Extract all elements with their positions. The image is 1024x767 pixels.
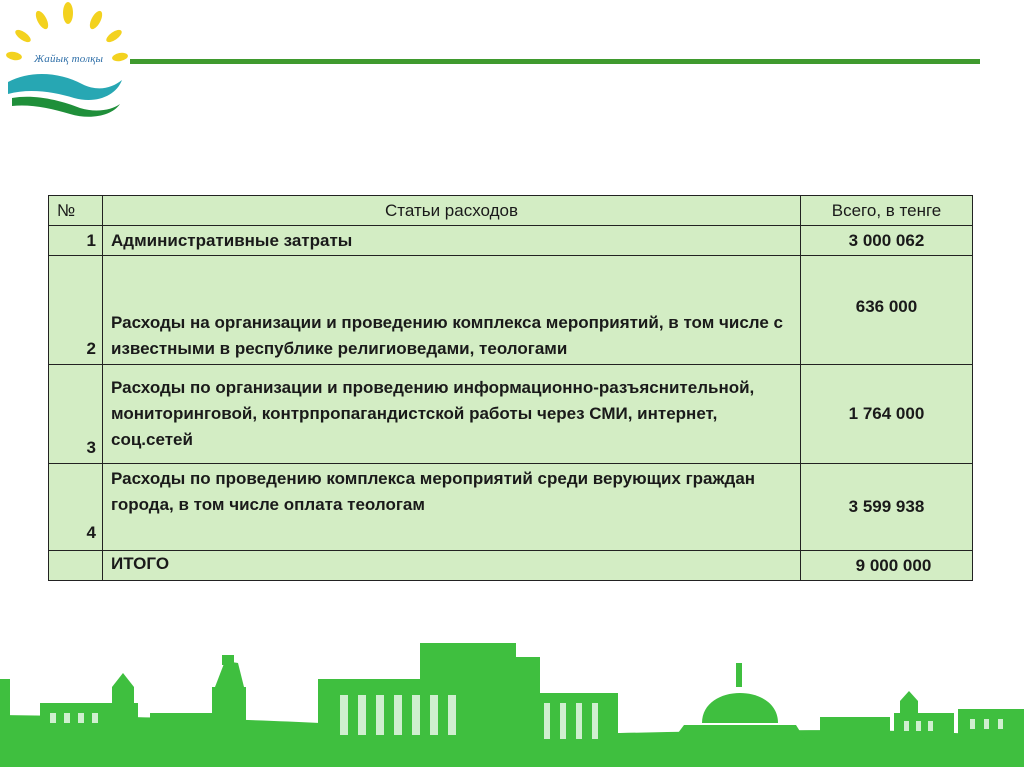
table-total-row: [49, 551, 973, 581]
budget-table: [48, 195, 973, 581]
table-row: [49, 256, 973, 365]
row-item: Расходы на организации и проведению комплекса мероприятий, в том числе с известными в республике религиоведами, теологами: [103, 256, 801, 365]
row-total: 3 599 938: [801, 464, 973, 551]
row-num: 4: [49, 464, 103, 551]
city-skyline-illustration: [0, 617, 1024, 767]
row-item: Расходы по организации и проведению информационно-разъяснительной, мониторинговой, контрпропагандистской работы через СМИ, интернет, соц.сетей: [103, 365, 801, 464]
header-num: №: [49, 196, 103, 226]
logo: [0, 0, 130, 120]
total-num: [49, 551, 103, 581]
table-row: [49, 226, 973, 256]
row-num: 2: [49, 256, 103, 365]
row-total: 636 000: [801, 256, 973, 365]
logo-text: Жайық толқы: [34, 53, 104, 65]
header-divider: [130, 59, 980, 64]
table-row: [49, 464, 973, 551]
header-item: Статьи расходов: [103, 196, 801, 226]
total-value: 9 000 000: [801, 551, 973, 581]
table-row: [49, 365, 973, 464]
row-item: Расходы по проведению комплекса мероприятий среди верующих граждан города, в том числе оплата теологам: [103, 464, 801, 551]
table-header-row: [49, 196, 973, 226]
row-num: 3: [49, 365, 103, 464]
row-num: 1: [49, 226, 103, 256]
row-item: Административные затраты: [103, 226, 801, 256]
total-label: ИТОГО: [103, 551, 801, 581]
row-total: 3 000 062: [801, 226, 973, 256]
header-total: Всего, в тенге: [801, 196, 973, 226]
row-total: 1 764 000: [801, 365, 973, 464]
